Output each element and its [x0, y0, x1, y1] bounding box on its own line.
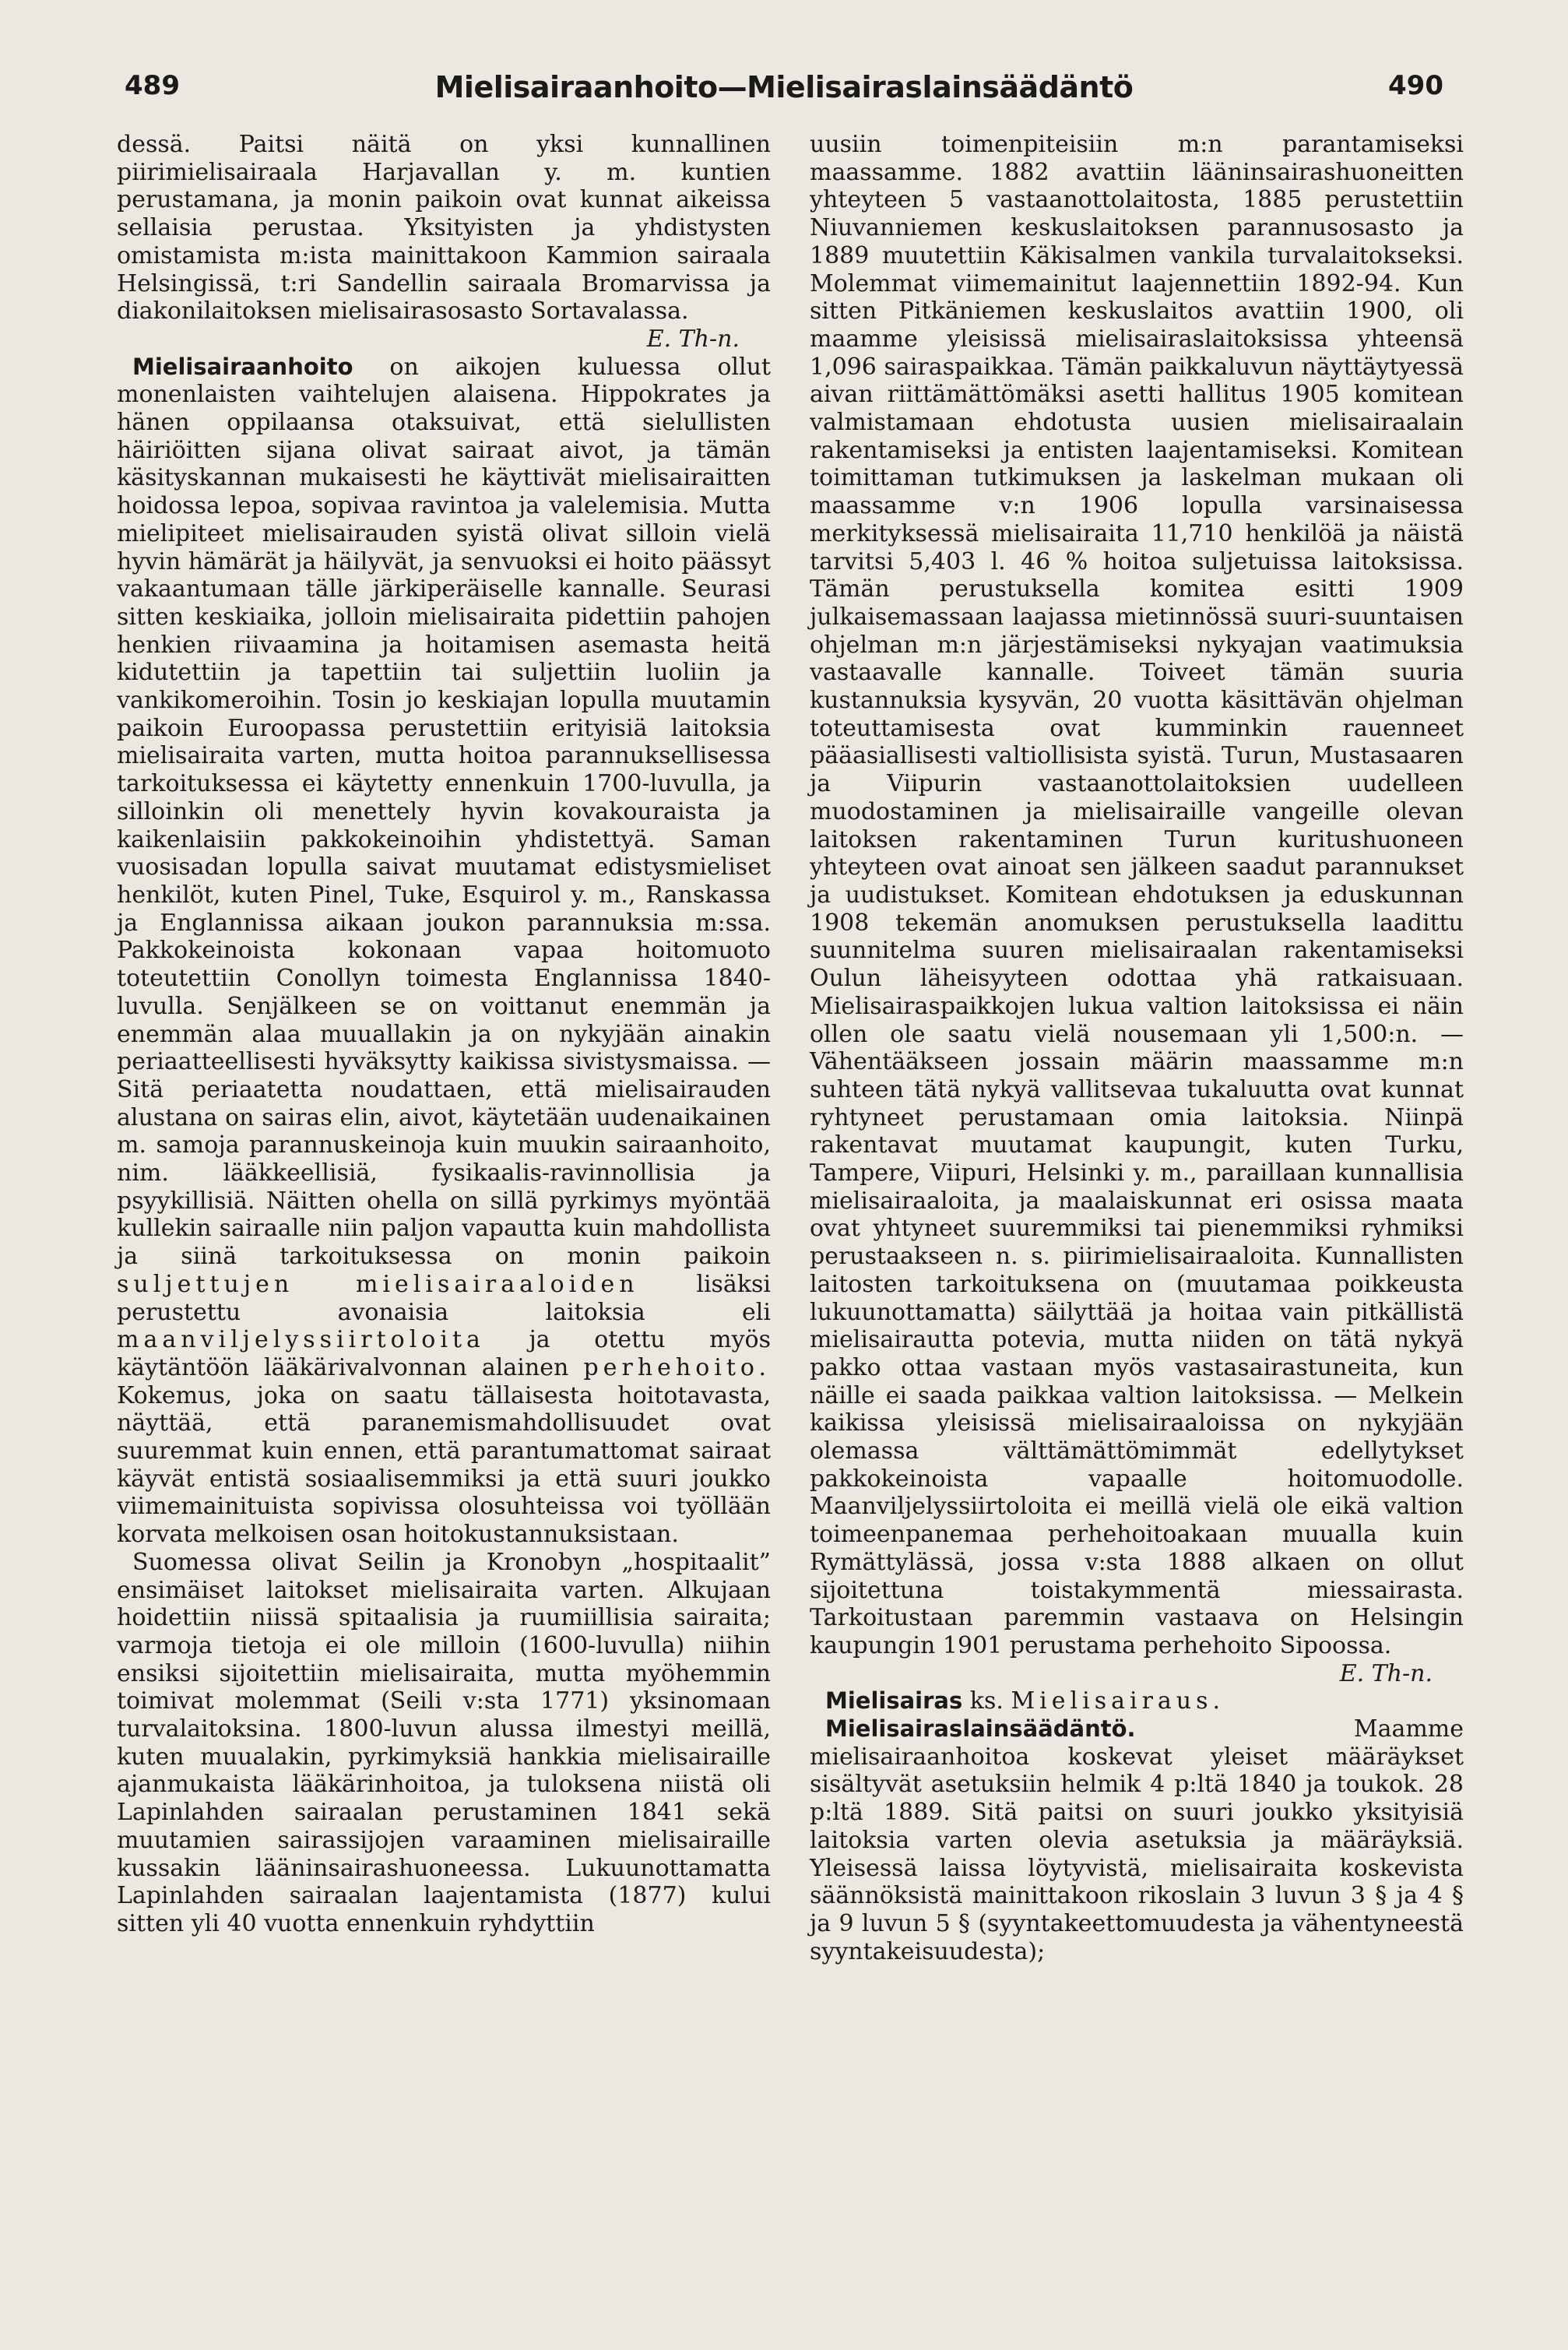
left-paragraph-3: Suomessa olivat Seilin ja Kronobyn „hospitaalit” ensimäiset laitokset mielisairaita varten. Alkujaan hoidettiin niissä spitaalisia ja ruumiillisia sairaita; varmoja tietoja ei ole milloin (1600-luvulla) niihin ensiksi sijoitettiin mielisairaita, mutta myöhemmin toimivat molemmat (Seili v:sta 1771) yksinomaan turvalaitoksina. 1800-luvun alussa ilmestyi meillä, kuten muualakin, pyrkimyksiä hankkia mielisairaille ajanmukaista lääkärinhoitoa, ja tuloksena niistä oli Lapinlahden sairaalan perustaminen 1841 sekä muutamien sairassijojen varaaminen mielisairaille kussakin lääninsairashuoneessa. Lukuunottamatta Lapinlahden sairaalan laajentamista (1877) kului sitten yli 40 vuotta ennenkuin ryhdyttiin	[117, 1548, 771, 1937]
headword-mielisairas: Mielisairas	[825, 1687, 963, 1715]
entry-mielisairas	[810, 1687, 1464, 1715]
left-column	[117, 131, 771, 1938]
running-title: Mielisairaanhoito—Mielisairaslainsäädäntö	[434, 70, 1134, 104]
entry-mielisairas-text: ks.	[962, 1687, 1011, 1715]
spaced-term-1: suljettujen mielisairaaloiden	[117, 1270, 639, 1298]
signature-2: E. Th-n.	[1339, 1659, 1433, 1687]
page-header	[117, 70, 1451, 117]
entry-text-d: Kokemus, joka on saatu tällaisesta hoitotavasta, näyttää, että paranemismahdollisuudet ovat suuremmat kuin ennen, että parantumattomat sairaat käyvät entistä sosiaalisemmiksi ja että suuri joukko viimemainituista sopivissa olosuhteissa voi työllään korvata melkoisen osan hoitokustannuksistaan.	[117, 1381, 771, 1549]
spaced-term-2: maanviljelyssiirtoloita	[117, 1326, 485, 1354]
right-column	[810, 131, 1464, 1965]
left-paragraph-1-text: dessä. Paitsi näitä on yksi kunnallinen piirimielisairaala Harjavallan y. m. kuntien perustamana, ja monin paikoin ovat kunnat aikeissa sellaisia perustaa. Yksityisten ja yhdistysten omistamista m:ista mainittakoon Kammion sairaala Helsingissä, t:ri Sandellin sairaala Bromarvissa ja diakonilaitoksen mielisairasosasto Sortavalassa.	[117, 131, 771, 325]
left-page-number: 489	[125, 70, 180, 101]
cross-reference: Mielisairaus.	[1011, 1687, 1225, 1715]
entry-text-b: lisäksi perustettu avonaisia laitoksia eli	[117, 1270, 771, 1326]
signature-1: E. Th-n.	[646, 325, 740, 353]
entry-mielisairaslainsaadanto	[810, 1715, 1464, 1965]
headword-mielisairaslainsaadanto: Mielisairaslainsäädäntö.	[825, 1715, 1136, 1743]
headword-mielisairaanhoito: Mielisairaanhoito	[132, 353, 353, 380]
entry-text-a: on aikojen kuluessa ollut monenlaisten vaihtelujen alaisena. Hippokrates ja hänen oppilaansa otaksuivat, että sielullisten häiriöitten sijana olivat sairaat aivot, ja tämän käsityskannan mukaisesti he käyttivät mielisairaitten hoidossa lepoa, sopivaa ravintoa ja valelemisia. Mutta mielipiteet mielisairauden syistä olivat silloin vielä hyvin hämärät ja häilyvät, ja senvuoksi ei hoito päässyt vakaantumaan tälle järkiperäiselle kannalle. Seurasi sitten keskiaika, jolloin mielisairaita pidettiin pahojen henkien riivaamina ja hoitamisen asemasta heitä kidutettiin ja tapettiin tai suljettiin luoliin ja vankikomeroihin. Tosin jo keskiajan lopulla muutamin paikoin Euroopassa perustettiin erityisiä laitoksia mielisairaita varten, mutta hoitoa parannuksellisessa tarkoituksessa ei käytetty ennenkuin 1700-luvulla, ja silloinkin oli menettely hyvin kovakouraista ja kaikenlaisiin pakkokeinoihin yhdistettyä. Saman vuosisadan lopulla saivat muutamat edistysmieliset henkilöt, kuten Pinel, Tuke, Esquirol y. m., Ranskassa ja Englannissa aikaan joukon parannuksia m:ssa. Pakkokeinoista kokonaan vapaa hoitomuoto toteutettiin Conollyn toimesta Englannissa 1840-luvulla. Senjälkeen se on voittanut enemmän ja enemmän alaa muuallakin ja on nykyjään ainakin periaatteellisesti hyväksytty kaikissa sivistysmaissa. — Sitä periaatetta noudattaen, että mielisairauden alustana on sairas elin, aivot, käytetään uudenaikainen m. samoja parannuskeinoja kuin muukin sairaanhoito, nim. lääkkeellisiä, fysikaalis-ravinnollisia ja psyykillisiä. Näitten ohella on sillä pyrkimys myöntää kullekin sairaalle niin paljon vapautta kuin mahdollista ja siinä tarkoituksessa on monin paikoin	[117, 353, 771, 1271]
left-paragraph-1	[117, 131, 771, 325]
entry-mielisairaanhoito	[117, 354, 771, 1549]
right-paragraph-1: uusiin toimenpiteisiin m:n parantamiseksi maassamme. 1882 avattiin lääninsairashuoneitten yhteyteen 5 vastaanottolaitosta, 1885 perustettiin Niuvanniemen keskuslaitoksen parannusosasto ja 1889 muutettiin Käkisalmen vankila turvalaitokseksi. Molemmat viimemainitut laajennettiin 1892-94. Kun sitten Pitkäniemen keskuslaitos avattiin 1900, oli maamme yleisissä mielisairaslaitoksissa yhteensä 1,096 sairaspaikkaa. Tämän paikkaluvun näyttäytyessä aivan riittämättömäksi asetti hallitus 1905 komitean valmistamaan ehdotusta uusien mielisairaalain rakentamiseksi ja entisten laajentamiseksi. Komitean toimittaman tutkimuksen ja laskelman mukaan oli maassamme v:n 1906 lopulla varsinaisessa merkityksessä mielisairaita 11,710 henkilöä ja näistä tarvitsi 5,403 l. 46 % hoitoa suljetuissa laitoksissa. Tämän perustuksella komitea esitti 1909 julkaisemassaan laajassa mietinnössä suuri-suuntaisen ohjelman m:n järjestämiseksi nykyajan vaatimuksia vastaavalle kannalle. Toiveet tämän suuria kustannuksia kysyvän, 20 vuotta käsittävän ohjelman toteuttamisesta ovat kumminkin rauenneet pääasiallisesti valtiollisista syistä. Turun, Mustasaaren ja Viipurin vastaanottolaitoksien uudelleen muodostaminen ja mielisairaille vangeille olevan laitoksen rakentaminen Turun kuritushuoneen yhteyteen ovat ainoat sen jälkeen saadut parannukset ja uudistukset. Komitean ehdotuksen ja eduskunnan 1908 tekemän anomuksen perustuksella laadittu suunnitelma suuren mielisairaalan rakentamiseksi Oulun läheisyyteen odottaa yhä ratkaisuaan. Mielisairaspaikkojen lukua valtion laitoksissa ei näin ollen ole saatu vielä nousemaan yli 1,500:n. — Vähentääkseen jossain määrin maassamme m:n suhteen tätä nykyä vallitsevaa tukaluutta ovat kunnat ryhtyneet perustamaan omia laitoksia. Niinpä rakentavat muutamat kaupungit, kuten Turku, Tampere, Viipuri, Helsinki y. m., paraillaan kunnallisia mielisairaaloita, ja maalaiskunnat eri osissa maata ovat yhtyneet suuremmiksi tai pienemmiksi ryhmiksi perustaakseen n. s. piirimielisairaaloita. Kunnallisten laitosten tarkoituksena on (muutamaa poikkeusta lukuunottamatta) säilyttää ja hoitaa vain pitkällistä mielisairautta potevia, mutta niiden on tätä nykyä pakko ottaa vastaan myös vastasairastuneita, kun näille ei saada paikkaa valtion laitoksissa. — Melkein kaikissa yleisissä mielisairaaloissa on nykyjään olemassa välttämättömimmät edellytykset pakkokeinoista vapaalle hoitomuodolle. Maanviljelyssiirtoloita ei meillä vielä ole eikä valtion toimeenpanemaa perhehoitoakaan muualla kuin Rymättylässä, jossa v:sta 1888 alkaen on ollut sijoitettuna toistakymmentä miessairasta. Tarkoitustaan paremmin vastaava on Helsingin kaupungin 1901 perustama perhehoito Sipoossa.	[810, 131, 1464, 1659]
spaced-term-3: perhehoito.	[583, 1353, 771, 1381]
right-page-number: 490	[1388, 70, 1443, 101]
entry-lainsaadanto-text: Maamme mielisairaanhoitoa koskevat yleiset määräykset sisältyvät asetuksiin helmik 4 p:ltä 1840 ja toukok. 28 p:ltä 1889. Sitä paitsi on suuri joukko yksityisiä laitoksia varten olevia asetuksia ja määräyksiä. Yleisessä laissa löytyvistä, mielisairaita koskevista säännöksistä mainittakoon rikoslain 3 luvun 3 § ja 4 § ja 9 luvun 5 § (syyntakeettomuudesta ja vähentyneestä syyntakeisuudesta);	[810, 1715, 1464, 1965]
entry-text-c: ja otettu myös käytäntöön lääkärivalvonnan alainen	[117, 1326, 771, 1381]
